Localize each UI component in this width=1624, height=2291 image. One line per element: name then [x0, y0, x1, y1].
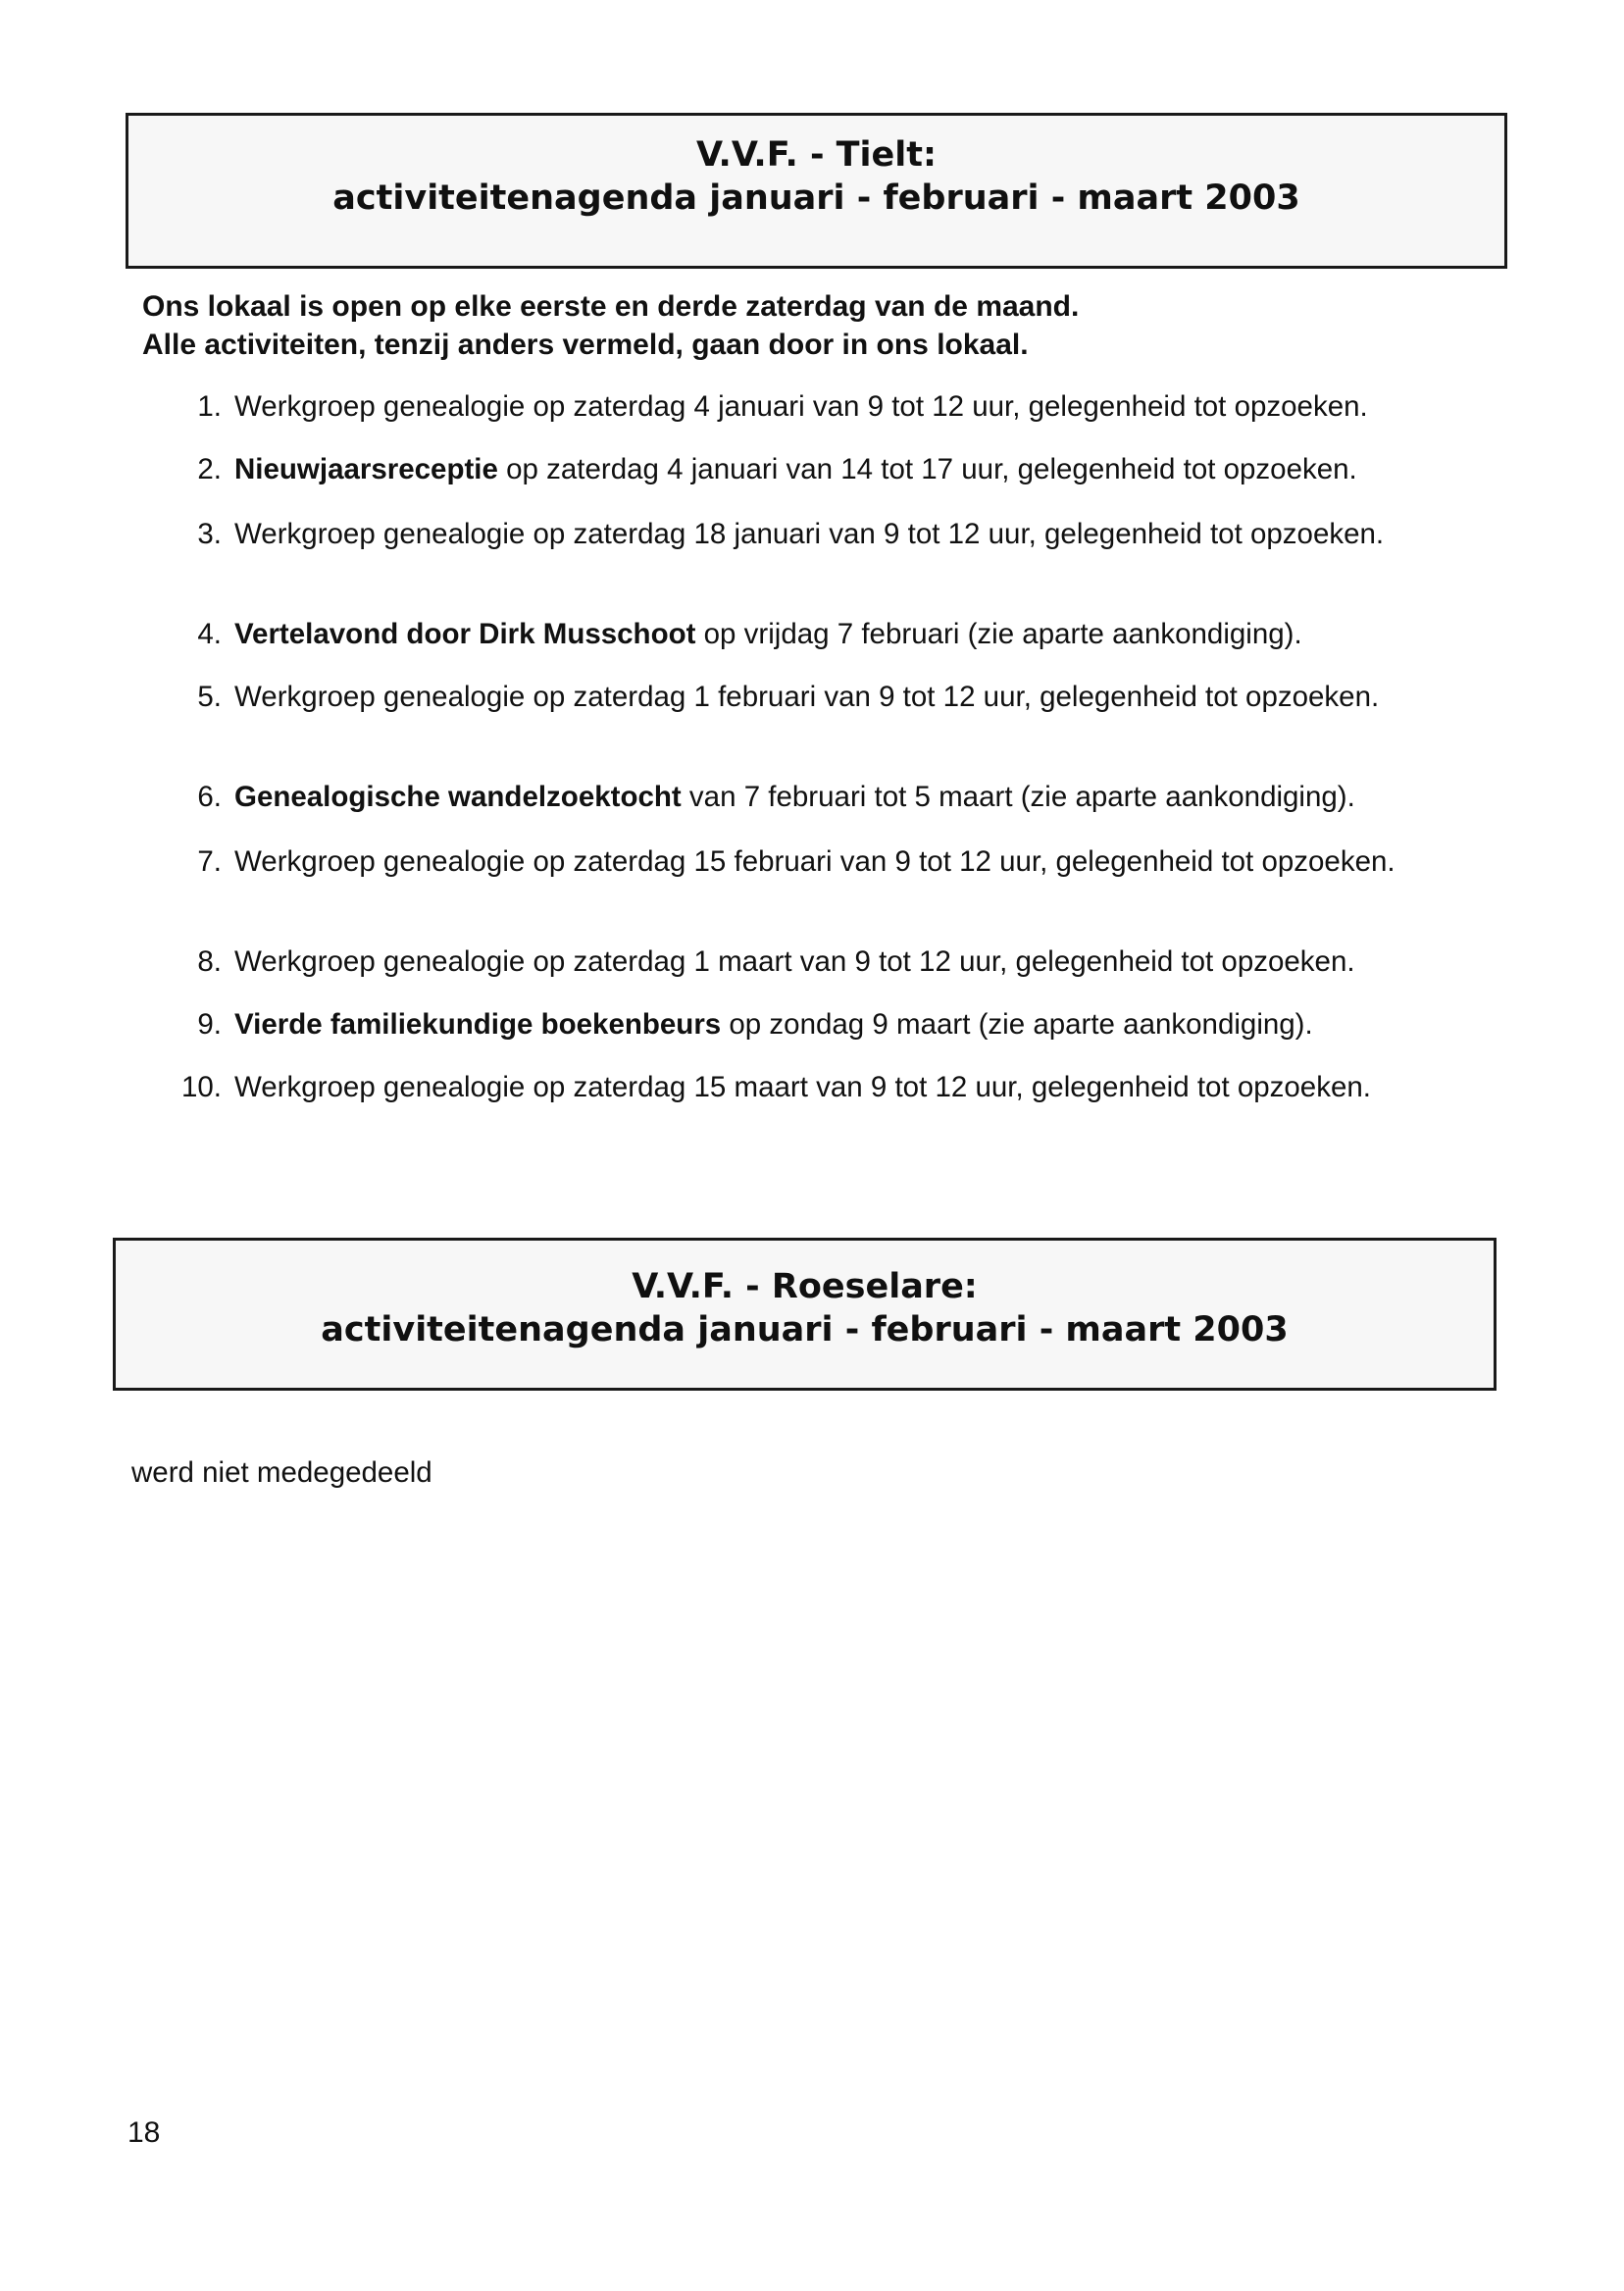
agenda-item-text: Werkgroep genealogie op zaterdag 18 januari van 9 tot 12 uur, gelegenheid tot opzoeken. [234, 518, 1385, 550]
agenda-item-text: Nieuwjaarsreceptie op zaterdag 4 januari van 14 tot 17 uur, gelegenheid tot opzoeken. [234, 453, 1357, 485]
agenda-item-text: Werkgroep genealogie op zaterdag 1 maart van 9 tot 12 uur, gelegenheid tot opzoeken. [234, 945, 1355, 978]
agenda-item-number: 3. [197, 518, 222, 550]
roeselare-title: V.V.F. - Roeselare: [632, 1267, 978, 1306]
agenda-item-number: 10. [180, 1071, 222, 1103]
agenda-item-text: Werkgroep genealogie op zaterdag 15 maart van 9 tot 12 uur, gelegenheid tot opzoeken. [234, 1071, 1371, 1103]
tielt-title-box [126, 113, 1507, 269]
agenda-item-number: 6. [197, 781, 222, 813]
agenda-item-text: Vierde familiekundige boekenbeurs op zondag 9 maart (zie aparte aankondiging). [234, 1008, 1313, 1041]
roeselare-subtitle: activiteitenagenda januari - februari - maart 2003 [321, 1310, 1289, 1349]
agenda-item-number: 4. [197, 618, 222, 650]
agenda-item-number: 7. [197, 845, 222, 878]
tielt-title: V.V.F. - Tielt: [695, 135, 938, 175]
roeselare-title-box [113, 1238, 1497, 1391]
agenda-item-text: Werkgroep genealogie op zaterdag 15 februari van 9 tot 12 uur, gelegenheid tot opzoeken. [234, 845, 1396, 878]
intro-line-2: Alle activiteiten, tenzij anders vermeld, gaan door in ons lokaal. [142, 329, 1029, 361]
intro-text [142, 287, 1496, 364]
tielt-subtitle: activiteitenagenda januari - februari - maart 2003 [332, 178, 1300, 218]
agenda-item-text: Vertelavond door Dirk Musschoot op vrijdag 7 februari (zie aparte aankondiging). [234, 618, 1302, 650]
agenda-item-number: 8. [197, 945, 222, 978]
agenda-item-number: 9. [197, 1008, 222, 1041]
agenda-item-text: Werkgroep genealogie op zaterdag 4 januari van 9 tot 12 uur, gelegenheid tot opzoeken. [234, 390, 1368, 423]
agenda-item-number: 1. [197, 390, 222, 423]
agenda-item-text: Genealogische wandelzoektocht van 7 februari tot 5 maart (zie aparte aankondiging). [234, 781, 1355, 813]
page-number: 18 [127, 2116, 161, 2149]
agenda-item-number: 2. [197, 453, 222, 485]
roeselare-note: werd niet medegedeeld [131, 1456, 432, 1489]
agenda-item-text: Werkgroep genealogie op zaterdag 1 februari van 9 tot 12 uur, gelegenheid tot opzoeken. [234, 681, 1380, 713]
agenda-item-number: 5. [197, 681, 222, 713]
intro-line-1: Ons lokaal is open op elke eerste en derde zaterdag van de maand. [142, 290, 1080, 323]
